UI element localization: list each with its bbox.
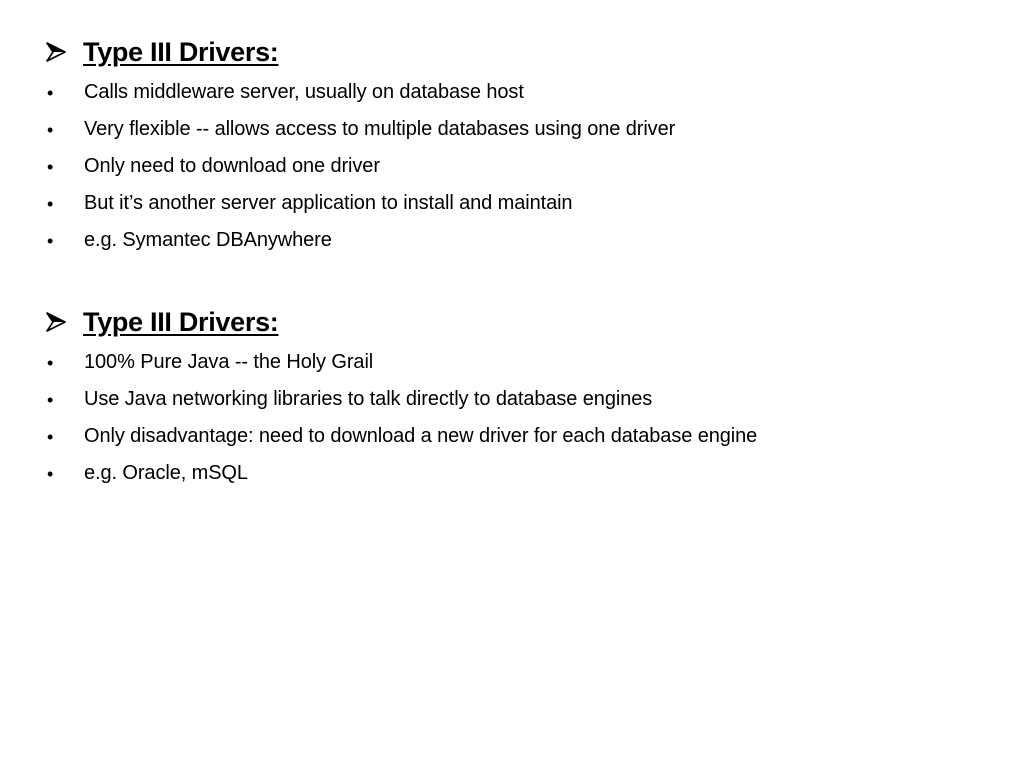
- bullet-icon: •: [47, 156, 54, 177]
- list-item-text: 100% Pure Java -- the Holy Grail: [84, 351, 374, 373]
- section-heading-row: [46, 34, 1006, 70]
- list-item: [46, 418, 1006, 455]
- bullet-icon: •: [47, 193, 54, 214]
- arrow-bullet-icon: [46, 42, 66, 62]
- bullet-icon: •: [47, 82, 54, 103]
- list-item: [46, 185, 1006, 222]
- bullet-icon: •: [47, 426, 54, 447]
- section-heading: Type III Drivers:: [83, 306, 279, 337]
- list-item: [46, 222, 1006, 259]
- bullet-icon: •: [47, 230, 54, 251]
- list-item-text: Very flexible -- allows access to multiple databases using one driver: [84, 118, 676, 140]
- bullet-icon: •: [47, 463, 54, 484]
- list-item-text: Use Java networking libraries to talk directly to database engines: [84, 388, 653, 410]
- list-item-text: Calls middleware server, usually on database host: [84, 81, 524, 103]
- bullet-list: [46, 74, 1006, 259]
- arrow-bullet-icon: [46, 312, 66, 332]
- list-item-text: e.g. Symantec DBAnywhere: [84, 229, 332, 251]
- list-item: [46, 111, 1006, 148]
- section-heading: Type III Drivers:: [83, 36, 279, 67]
- list-item: [46, 148, 1006, 185]
- list-item-text: Only need to download one driver: [84, 155, 380, 177]
- list-item: [46, 74, 1006, 111]
- section-type-iii-drivers-2: [46, 304, 1006, 492]
- list-item-text: But it’s another server application to install and maintain: [84, 192, 573, 214]
- bullet-icon: •: [47, 119, 54, 140]
- list-item: [46, 344, 1006, 381]
- list-item: [46, 381, 1006, 418]
- bullet-list: [46, 344, 1006, 492]
- section-type-iii-drivers-1: [46, 34, 1006, 259]
- bullet-icon: •: [47, 389, 54, 410]
- list-item: [46, 455, 1006, 492]
- section-heading-row: [46, 304, 1006, 340]
- list-item-text: e.g. Oracle, mSQL: [84, 462, 248, 484]
- list-item-text: Only disadvantage: need to download a new driver for each database engine: [84, 425, 758, 447]
- bullet-icon: •: [47, 352, 54, 373]
